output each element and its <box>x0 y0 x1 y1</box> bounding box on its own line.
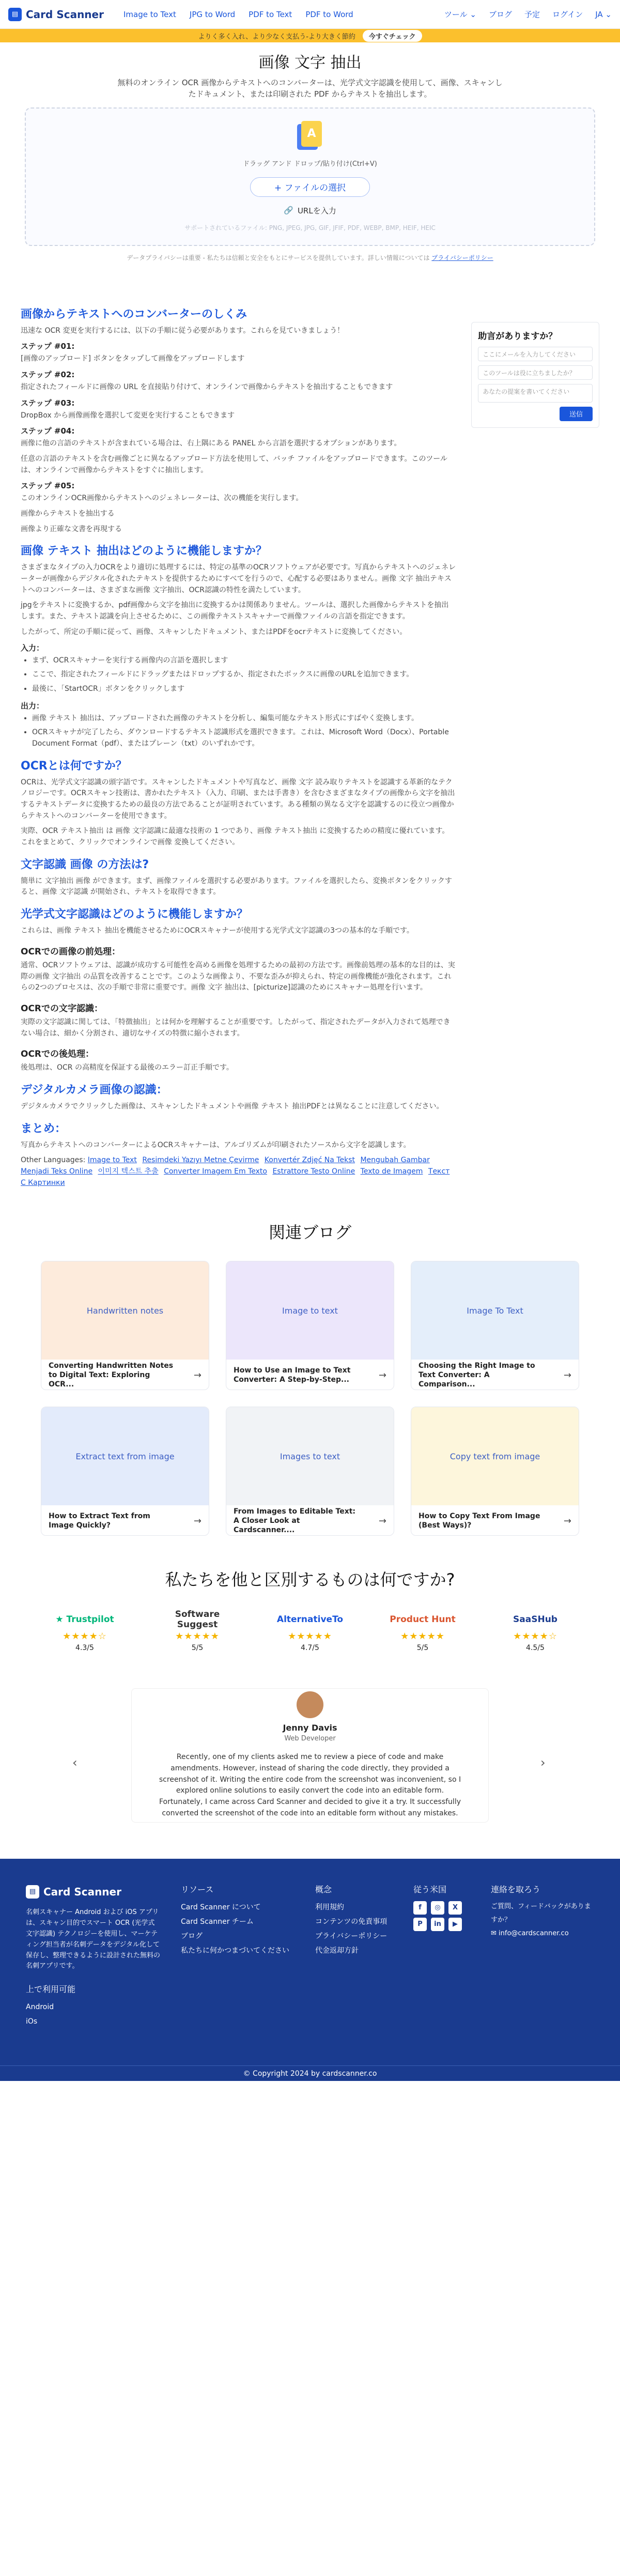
step-text: DropBox から画像画像を選択して変更を実行することもできます <box>21 411 235 420</box>
footer-columns <box>26 1881 594 2029</box>
star-rating-icon: ★★★★★ <box>400 1631 445 1642</box>
step-text: 任意の言語のテキストを含む画像ごとに異なるアップロード方法を使用して、バッチ ファイルをアップロードできます。このツールは、オンラインで画像からテキストをすぐに抽出します。 <box>21 454 447 474</box>
contact-text: ご質問、フィードバックがありますか？ <box>491 1903 591 1924</box>
footer-legal <box>315 1881 413 2029</box>
step-label: ステップ #03: <box>21 398 75 408</box>
nav-link-jpg-to-word[interactable]: JPG to Word <box>189 9 236 19</box>
chevron-right-icon[interactable]: › <box>540 1755 546 1770</box>
platform-android[interactable]: Android <box>26 2003 54 2012</box>
article-subheading: OCRでの後処理： <box>21 1049 95 1060</box>
blog-card-title: How to Copy Text From Image (Best Ways)? <box>419 1512 540 1530</box>
article-heading-works: 画像 テキスト 抽出はどのように機能しますか？ <box>21 545 267 558</box>
contact-title: 連絡を取ろう <box>491 1885 541 1895</box>
platform-ios[interactable]: iOs <box>26 2017 38 2026</box>
article-intro: 迅速な OCR 変更を実行するには、以下の手順に従う必要があります。これらを見ていきましょう！ <box>21 326 345 335</box>
step-text: 画像に他の言語のテキストが含まれている場合は、右上隅にある PANEL から言語を選択するオプションがあります。 <box>21 439 401 448</box>
article-paragraph: さまざまなタイプの入力OCRをより適切に処理するには、特定の基準のOCRソフトウェアが必要です。写真からテキストへのジェネレーターが画像からデジタル化されたテキストを提供するためにすべてを行うので、心配する必要はありません。画像 文字 抽出テキストへのコンバーターは、さまざまな画像 文字抽出、OCR認識の特性を満たしています。 <box>21 563 456 594</box>
page-title: 画像 文字 抽出 <box>258 54 362 72</box>
article-paragraph: 写真からテキストへのコンバーターによるOCRスキャナーは、アルゴリズムが印刷されたソースから文字を認識します。 <box>21 1140 411 1149</box>
step-text: 画像より正確な文書を再現する <box>21 525 122 533</box>
footer-follow <box>413 1881 491 2029</box>
top-nav <box>0 0 620 29</box>
nav-links <box>123 10 353 19</box>
footer-about <box>26 1881 181 2029</box>
testimonial-role: Web Developer <box>284 1735 336 1743</box>
step-label: ステップ #04: <box>21 426 75 436</box>
supported-formats: サポートされているファイル: PNG, JPEG, JPG, GIF, JFIF, PDF, WEBP, BMP, HEIF, HEIC <box>184 224 436 232</box>
article-subheading: OCRでの文字認識： <box>21 1003 103 1014</box>
nav-right <box>444 9 612 20</box>
star-rating-icon: ★★★★☆ <box>513 1631 557 1642</box>
x-icon[interactable]: X <box>448 1901 462 1915</box>
content-area <box>0 298 620 1189</box>
arrow-right-icon: → <box>193 1515 202 1526</box>
site-logo[interactable] <box>8 8 104 21</box>
privacy-text: データプライバシーは重要 - 私たちは信頼と安全をもとにサービスを提供しています。詳しい情報については <box>127 254 430 261</box>
feedback-form <box>471 322 599 428</box>
blog-card-title: From Images to Editable Text: A Closer Look at Cardscanner.... <box>234 1507 356 1535</box>
nav-tools-dropdown[interactable]: ツール ⌄ <box>444 10 476 19</box>
why-us-title: 私たちを他と区別するものは何ですか? <box>165 1570 455 1590</box>
other-languages <box>21 1155 456 1189</box>
arrow-right-icon: → <box>378 1515 386 1526</box>
page-description: 無料のオンライン OCR 画像からテキストへのコンバーターは、光学式文字認識を使用して、画像、スキャンしたドキュメント、または印刷された PDF からテキストを抽出します。 <box>117 78 503 99</box>
footer-about-text: 名刺スキャナー Android および iOS アプリは、スキャン目的でスマート OCR (光学式文字認識) テクノロジーを使用し、マーケティング担当者が名刺データをデジタル化して保存し、整理できるように設計された無料の名刺アプリです。 <box>26 1908 161 1970</box>
blog-card[interactable] <box>41 1261 209 1390</box>
blog-card-image: Handwritten notes <box>41 1261 209 1360</box>
blog-card-title: Choosing the Right Image to Text Converter: A Comparison... <box>419 1362 535 1389</box>
blog-card-title: How to Use an Image to Text Converter: A Step-by-Step... <box>234 1366 351 1384</box>
blog-card[interactable] <box>41 1407 209 1536</box>
enter-url-label: URLを入力 <box>297 206 336 215</box>
list-item: • まず、OCRスキャナーを実行する画像内の言語を選択します <box>32 655 456 667</box>
nav-login[interactable]: ログイン <box>552 10 583 19</box>
language-link[interactable]: Konvertér Zdjęć Na Tekst <box>264 1156 355 1165</box>
trustpilot-logo: ★ Trustpilot <box>55 1614 114 1625</box>
language-link[interactable]: Image to Text <box>87 1156 137 1165</box>
star-rating-icon: ★★★★☆ <box>63 1631 107 1642</box>
link-icon: 🔗 <box>284 206 293 215</box>
testimonial-carousel <box>0 1673 620 1843</box>
send-button[interactable]: 送信 <box>560 407 593 421</box>
footer-link[interactable]: 代金返却方針 <box>315 1947 359 1955</box>
footer-link[interactable]: Card Scanner チーム <box>181 1918 254 1926</box>
step-text: [画像のアップロード] ボタンをタップして画像をアップロードします <box>21 354 245 363</box>
article-paragraph: 通常、OCRソフトウェアは、認識が成功する可能性を高める画像を処理するための最初の方法です。画像前処理の基本的な目的は、実際の画像 文字抽出 の品質を改善することです。このような画像より、不要な歪みが抑えられ、特定の画像機能が強化されます。これらの2つのプロセスは、次の手順で非常に重要です。画像 文字 抽出は、[picturize]認識のためにスキャナー処理を行います。 <box>21 961 455 992</box>
upload-file-icon: A <box>297 121 323 150</box>
article-heading-ocr-works: 光学式文字認識はどのように機能しますか？ <box>21 908 249 921</box>
rating-value: 4.3/5 <box>75 1644 94 1653</box>
testimonial-name: Jenny Davis <box>283 1723 337 1733</box>
rating-item[interactable] <box>49 1611 121 1652</box>
arrow-right-icon: → <box>563 1369 571 1381</box>
footer-logo[interactable] <box>26 1881 181 1902</box>
language-link[interactable]: 이미지 텍스트 추출 <box>98 1167 159 1176</box>
upload-dropzone[interactable] <box>25 107 595 246</box>
blog-card[interactable] <box>411 1407 579 1536</box>
contact-email[interactable] <box>491 1927 594 1940</box>
language-link[interactable]: Текст С Картинки <box>21 1167 450 1187</box>
article-paragraph: 実際の文字認識に関しては、「特徴抽出」とは何かを理解することが重要です。したがって、指定されたデータが入力されて処理できない場合は、細かく分割され、適切なサイズの特徴に縮小されます。 <box>21 1017 451 1038</box>
article-paragraph: したがって、所定の手順に従って、画像、スキャンしたドキュメント、またはPDFをocrテキストに変換してください。 <box>21 627 407 636</box>
article-paragraph: OCRは、光学式文字認識の頭字語です。スキャンしたドキュメントや写真など、画像 文字 読み取りテキストを認識する革新的なテクノロジーです。OCRスキャン技術は、書かれたテキスト（入力、印刷、または手書き）を含むさまざまなタイプの画像から文字を抽出するテキストデータに変換するための最良の方法であることが証明されています。ある種類の異なる文字を認識するのに役立つ画像からテキストへのコンバーターを使用できます。 <box>21 778 455 820</box>
nav-link-image-to-text[interactable]: Image to Text <box>123 9 176 19</box>
rating-value: 5/5 <box>416 1644 429 1653</box>
nav-language-dropdown[interactable]: JA ⌄ <box>595 9 612 19</box>
list-item: • 画像 テキスト 抽出は、アップロードされた画像のテキストを分析し、編集可能なテキスト形式にすばやく変換します。 <box>32 713 456 724</box>
select-file-button[interactable]: + ファイルの選択 <box>250 177 370 197</box>
privacy-policy-link[interactable]: プライバシーポリシー <box>431 254 493 261</box>
dropzone-instructions: ドラッグ アンド ドロップ/貼り付け(Ctrl+V) <box>243 160 377 168</box>
article-paragraph: jpgをテキストに変換するか、pdf画像から文字を抽出に変換するかは関係ありません。ツールは、選択した画像からテキストを抽出します。また、テキスト認識を向上させるために、この画像テキストスキャナーで画像ファイルの言語を指定できます。 <box>21 601 449 621</box>
testimonial-card <box>131 1688 489 1823</box>
step-label: ステップ #01: <box>21 342 75 351</box>
sidebar <box>471 322 599 1189</box>
instagram-icon[interactable]: ◎ <box>431 1901 444 1915</box>
step-label: ステップ #02: <box>21 369 75 379</box>
arrow-right-icon: → <box>563 1515 571 1526</box>
rating-value: 4.7/5 <box>301 1644 319 1653</box>
rating-value: 4.5/5 <box>526 1644 545 1653</box>
footer <box>0 1859 620 2081</box>
nav-pricing[interactable]: 予定 <box>524 10 540 19</box>
footer-link[interactable]: Card Scanner について <box>181 1903 261 1912</box>
rating-item[interactable] <box>161 1611 234 1652</box>
enter-url-link[interactable] <box>284 205 336 216</box>
promo-cta-button[interactable]: 今すぐチェック <box>363 30 422 42</box>
article-heading-method: 文字認識 画像 の方法は? <box>21 858 149 871</box>
email-field[interactable]: ここにメールを入力してください <box>478 347 593 361</box>
arrow-right-icon: → <box>378 1369 386 1381</box>
blog-card[interactable] <box>226 1407 394 1536</box>
available-on-title: 上で利用可能 <box>26 1984 76 1995</box>
language-link[interactable]: Converter Imagem Em Texto <box>164 1167 267 1176</box>
footer-link[interactable]: 私たちに何かつまづいてください <box>181 1947 289 1955</box>
list-item: • OCRスキャナが完了したら、ダウンロードするテキスト認識形式を選択できます。これは、Microsoft Word（Docx）、Portable Document Format（pdf）、またはプレーン（txt）のいずれかです。 <box>32 727 456 749</box>
avatar <box>295 1690 325 1720</box>
softwaresuggest-logo: Software Suggest <box>175 1609 220 1630</box>
language-link[interactable]: Resimdeki Yazıyı Metne Çevirme <box>142 1156 259 1165</box>
other-languages-label: Other Languages: <box>21 1156 86 1165</box>
producthunt-logo: Product Hunt <box>390 1614 456 1625</box>
contact-email-text: info@cardscanner.co <box>499 1930 569 1938</box>
blog-card-image: Image to text <box>226 1261 394 1360</box>
feedback-title: 助言がありますか？ <box>478 331 557 342</box>
article-paragraph: 後処理は、OCR の高精度を保証する最後のエラー訂正手順です。 <box>21 1063 234 1072</box>
alternativeto-logo: AlternativeTo <box>276 1614 344 1625</box>
logo-icon: ▤ <box>8 8 22 21</box>
ratings-row <box>0 1611 620 1652</box>
legal-title: 概念 <box>315 1885 332 1895</box>
promo-banner <box>0 29 620 42</box>
logo-icon: ▤ <box>26 1885 39 1899</box>
blog-card[interactable] <box>226 1261 394 1390</box>
chevron-left-icon[interactable]: ‹ <box>72 1755 78 1770</box>
privacy-note <box>0 253 620 262</box>
footer-link[interactable]: プライバシーポリシー <box>315 1932 388 1941</box>
testimonial-text: Recently, one of my clients asked me to review a piece of code and make amendments. However, instead of sharing the code directly, they provided a screenshot of it. Writing the entire code from the screenshot was inconvenient, so I explored online solutions to easily convert the code into an editable form. Fortunately, I came across Card Scanner and decided to give it a try. It successfully converted the screenshot of the code into an editable form without any mistakes. <box>159 1753 461 1817</box>
suggestion-field[interactable]: あなたの提案を書いてください <box>478 384 593 403</box>
rating-item[interactable] <box>386 1611 459 1652</box>
hero <box>0 42 620 100</box>
blog-card-image: Extract text from image <box>41 1407 209 1505</box>
rating-value: 5/5 <box>191 1644 204 1653</box>
blog-card-title: How to Extract Text from Image Quickly? <box>49 1512 150 1530</box>
list-item: • 最後に、「StartOCR」ボタンをクリックします <box>32 684 456 695</box>
article-heading-ocr: OCRとは何ですか？ <box>21 759 127 773</box>
article <box>21 298 456 1189</box>
helpful-question-field[interactable]: このツールは役に立ちましたか？ <box>478 365 593 380</box>
footer-contact <box>491 1881 594 2029</box>
language-link[interactable]: Mengubah Gambar Menjadi Teks Online <box>21 1156 430 1176</box>
outputs-label: 出力： <box>21 701 44 711</box>
saashub-logo: SaaSHub <box>513 1614 557 1625</box>
facebook-icon[interactable]: f <box>413 1901 427 1915</box>
footer-logo-text: Card Scanner <box>43 1886 121 1899</box>
rating-item[interactable] <box>499 1611 571 1652</box>
nav-blog[interactable]: ブログ <box>488 10 512 19</box>
blog-card-title: Converting Handwritten Notes to Digital Text: Exploring OCR... <box>49 1362 174 1389</box>
language-link[interactable]: Estrattore Testo Online <box>272 1167 355 1176</box>
step-label: ステップ #05: <box>21 481 75 491</box>
rating-item[interactable] <box>274 1611 346 1652</box>
article-heading-how: 画像からテキストへのコンバーターのしくみ <box>21 307 247 321</box>
follow-title: 従う米国 <box>413 1885 447 1895</box>
step-text: 画像からテキストを抽出する <box>21 510 115 518</box>
language-link[interactable]: Texto de Imagem <box>360 1167 423 1176</box>
article-subheading: OCRでの画像の前処理： <box>21 946 121 957</box>
blog-card[interactable] <box>411 1261 579 1390</box>
youtube-icon[interactable]: ▶ <box>448 1918 462 1931</box>
footer-resources <box>181 1881 315 2029</box>
article-paragraph: 実際、OCR テキスト抽出 は 画像 文字認識に最適な技術の 1 つであり、画像 テキスト抽出 に変換するための精度に優れています。これをまとめて、クリックでオンラインで画像 変換してください。 <box>21 827 450 847</box>
blog-card-image: Image To Text <box>411 1261 579 1360</box>
footer-link[interactable]: 利用規約 <box>315 1903 344 1912</box>
star-rating-icon: ★★★★★ <box>288 1631 332 1642</box>
nav-link-pdf-to-word[interactable]: PDF to Word <box>305 9 353 19</box>
related-blogs-title: 関連ブログ <box>268 1223 351 1243</box>
inputs-label: 入力： <box>21 643 44 653</box>
article-paragraph: これらは、画像 テキスト 抽出を機能させるためにOCRスキャナーが使用する光学式文字認識の3つの基本的な手順です。 <box>21 927 414 935</box>
blog-card-image: Copy text from image <box>411 1407 579 1505</box>
list-item: • ここで、指定されたフィールドにドラッグまたはドロップするか、指定されたボックスに画像のURLを追加できます。 <box>32 669 456 681</box>
nav-link-pdf-to-text[interactable]: PDF to Text <box>249 9 292 19</box>
star-rating-icon: ★★★★★ <box>175 1631 220 1642</box>
footer-link[interactable]: コンテンツの免責事項 <box>315 1918 388 1926</box>
outputs-list <box>32 713 456 750</box>
copyright: © Copyright 2024 by cardscanner.co <box>0 2065 620 2081</box>
step-text: 指定されたフィールドに画像の URL を直接貼り付けて、オンラインで画像からテキストを抽出することもできます <box>21 382 393 391</box>
logo-text: Card Scanner <box>26 8 104 21</box>
article-heading-camera: デジタルカメラ画像の認識： <box>21 1083 168 1097</box>
social-row <box>413 1918 491 1931</box>
pinterest-icon[interactable]: P <box>413 1918 427 1931</box>
article-paragraph: 簡単に 文字抽出 画像 ができます。まず、画像ファイルを選択する必要があります。ファイルを選択したら、変換ボタンをクリックすると、画像 文字認識 が開始され、テキストを取得できます。 <box>21 876 452 897</box>
mail-icon: ✉ <box>491 1930 499 1938</box>
arrow-right-icon: → <box>193 1369 202 1381</box>
linkedin-icon[interactable]: in <box>431 1918 444 1931</box>
social-row <box>413 1901 491 1915</box>
step-text: このオンラインOCR画像からテキストへのジェネレーターは、次の機能を実行します。 <box>21 494 303 503</box>
promo-text: よりく多く入れ、より少なく支払う-より大きく節約 <box>198 33 355 41</box>
blog-grid <box>0 1261 620 1536</box>
footer-link[interactable]: ブログ <box>181 1932 203 1941</box>
inputs-list <box>32 655 456 695</box>
article-heading-summary: まとめ： <box>21 1122 67 1135</box>
blog-card-image: Images to text <box>226 1407 394 1505</box>
article-paragraph: デジタルカメラでクリックした画像は、スキャンしたドキュメントや画像 テキスト 抽出PDFとは異なることに注意してください。 <box>21 1102 444 1110</box>
resources-title: リソース <box>181 1885 214 1895</box>
